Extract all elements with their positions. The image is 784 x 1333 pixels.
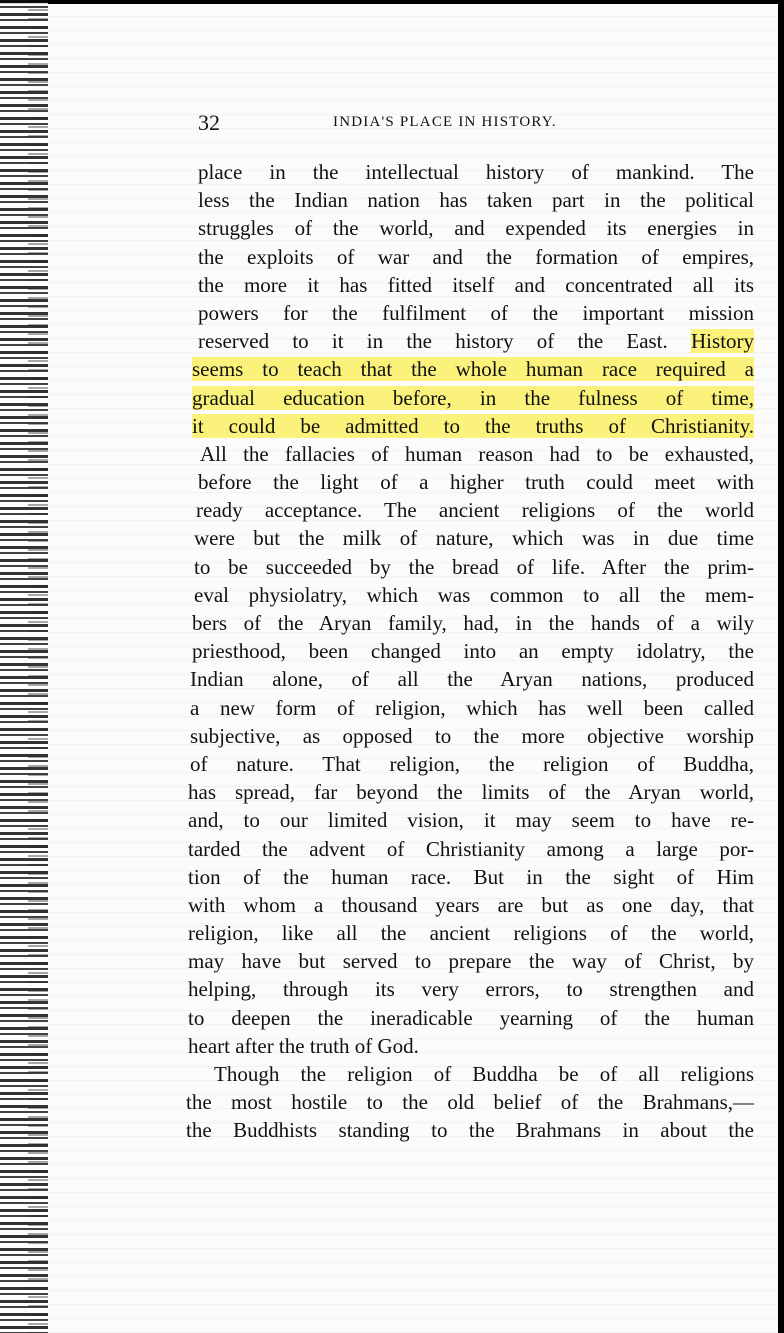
text-line-content: helping, through its very errors, to strengthen and xyxy=(188,977,754,1002)
text-line xyxy=(184,1032,754,1060)
body-text xyxy=(184,158,754,1145)
text-line-content: tion of the human race. But in the sight of Him xyxy=(188,864,754,889)
text-line xyxy=(184,975,754,1003)
text-line xyxy=(184,637,754,665)
text-line xyxy=(184,609,754,637)
text-line-content: subjective, as opposed to the more objective worship xyxy=(190,723,754,748)
text-line-content: tarded the advent of Christianity among a large por- xyxy=(188,836,754,861)
highlighted-text: History xyxy=(691,329,755,354)
text-line xyxy=(184,891,754,919)
text-line-content: place in the intellectual history of mankind. The xyxy=(198,160,754,184)
text-line-content: of nature. That religion, the religion of Buddha, xyxy=(190,751,754,776)
text-line xyxy=(184,863,754,891)
text-line xyxy=(184,327,754,355)
text-line xyxy=(184,1060,754,1088)
text-line-content: struggles of the world, and expended its energies in xyxy=(198,216,754,241)
text-line-content: the more it has fitted itself and concentrated all its xyxy=(198,272,754,297)
text-line xyxy=(184,835,754,863)
text-line-content: powers for the fulfilment of the important mission xyxy=(198,300,754,325)
text-line xyxy=(184,553,754,581)
scan-right-edge xyxy=(778,0,784,1333)
text-line xyxy=(184,524,754,552)
text-line xyxy=(184,750,754,778)
text-line-content: before the light of a higher truth could meet with xyxy=(198,470,754,495)
text-line xyxy=(184,1116,754,1144)
text-line xyxy=(184,496,754,524)
text-line-content: it could be admitted to the truths of Christianity. xyxy=(192,413,754,438)
text-line xyxy=(184,158,754,186)
text-line xyxy=(184,1004,754,1032)
text-line-content: the exploits of war and the formation of empires, xyxy=(198,244,754,269)
text-line-content: Indian alone, of all the Aryan nations, produced xyxy=(190,667,754,692)
text-line xyxy=(184,440,754,468)
scan-binding-edge xyxy=(0,0,48,1333)
text-line xyxy=(184,271,754,299)
page-number: 32 xyxy=(198,110,220,135)
text-line-content: bers of the Aryan family, had, in the hands of a wily xyxy=(192,611,754,635)
text-line xyxy=(184,384,754,412)
text-line xyxy=(184,581,754,609)
text-line-content: has spread, far beyond the limits of the Aryan world, xyxy=(188,780,754,805)
text-line xyxy=(184,919,754,947)
text-line xyxy=(184,694,754,722)
text-line-content: the Buddhists standing to the Brahmans in about the xyxy=(186,1118,754,1143)
text-line-content: reserved to it in the history of the East. xyxy=(198,329,668,354)
text-line xyxy=(184,243,754,271)
text-line xyxy=(184,778,754,806)
scan-top-edge xyxy=(0,0,784,4)
text-line-content: a new form of religion, which has well been called xyxy=(190,695,754,720)
text-line-content: Though the religion of Buddha be of all religions xyxy=(214,1062,754,1086)
text-line-content: may have but served to prepare the way of Christ, by xyxy=(188,949,754,974)
text-line-content: religion, like all the ancient religions of the world, xyxy=(188,921,754,946)
text-line xyxy=(184,806,754,834)
text-line xyxy=(184,947,754,975)
text-line xyxy=(184,412,754,440)
text-line-content: All the fallacies of human reason had to be exhausted, xyxy=(200,441,754,466)
text-line xyxy=(184,299,754,327)
text-line-content: heart after the truth of God. xyxy=(188,1033,419,1058)
text-line-content: and, to our limited vision, it may seem to have re- xyxy=(188,808,754,833)
text-line-content: to deepen the ineradicable yearning of the human xyxy=(188,1005,754,1030)
text-line xyxy=(184,722,754,750)
running-head: INDIA'S PLACE IN HISTORY. xyxy=(333,114,557,130)
text-line-content: were but the milk of nature, which was in due time xyxy=(194,526,754,551)
text-line-content: ready acceptance. The ancient religions of the world xyxy=(196,498,754,523)
text-line-content: to be succeeded by the bread of life. After the prim- xyxy=(194,554,754,579)
text-line-content: less the Indian nation has taken part in the political xyxy=(198,188,754,213)
text-line-content: gradual education before, in the fulness of time, xyxy=(192,385,754,410)
text-line xyxy=(184,355,754,383)
text-line-content: with whom a thousand years are but as one day, that xyxy=(188,892,754,917)
text-line-content: eval physiolatry, which was common to all the mem- xyxy=(194,582,754,607)
text-line xyxy=(184,214,754,242)
text-line xyxy=(184,468,754,496)
text-line-content: seems to teach that the whole human race required a xyxy=(192,357,754,382)
page-header xyxy=(198,110,758,140)
text-line xyxy=(184,186,754,214)
text-line-content: the most hostile to the old belief of the Brahmans,— xyxy=(186,1090,754,1115)
text-line-content: priesthood, been changed into an empty idolatry, the xyxy=(192,639,754,664)
text-line xyxy=(184,1088,754,1116)
text-line xyxy=(184,665,754,693)
